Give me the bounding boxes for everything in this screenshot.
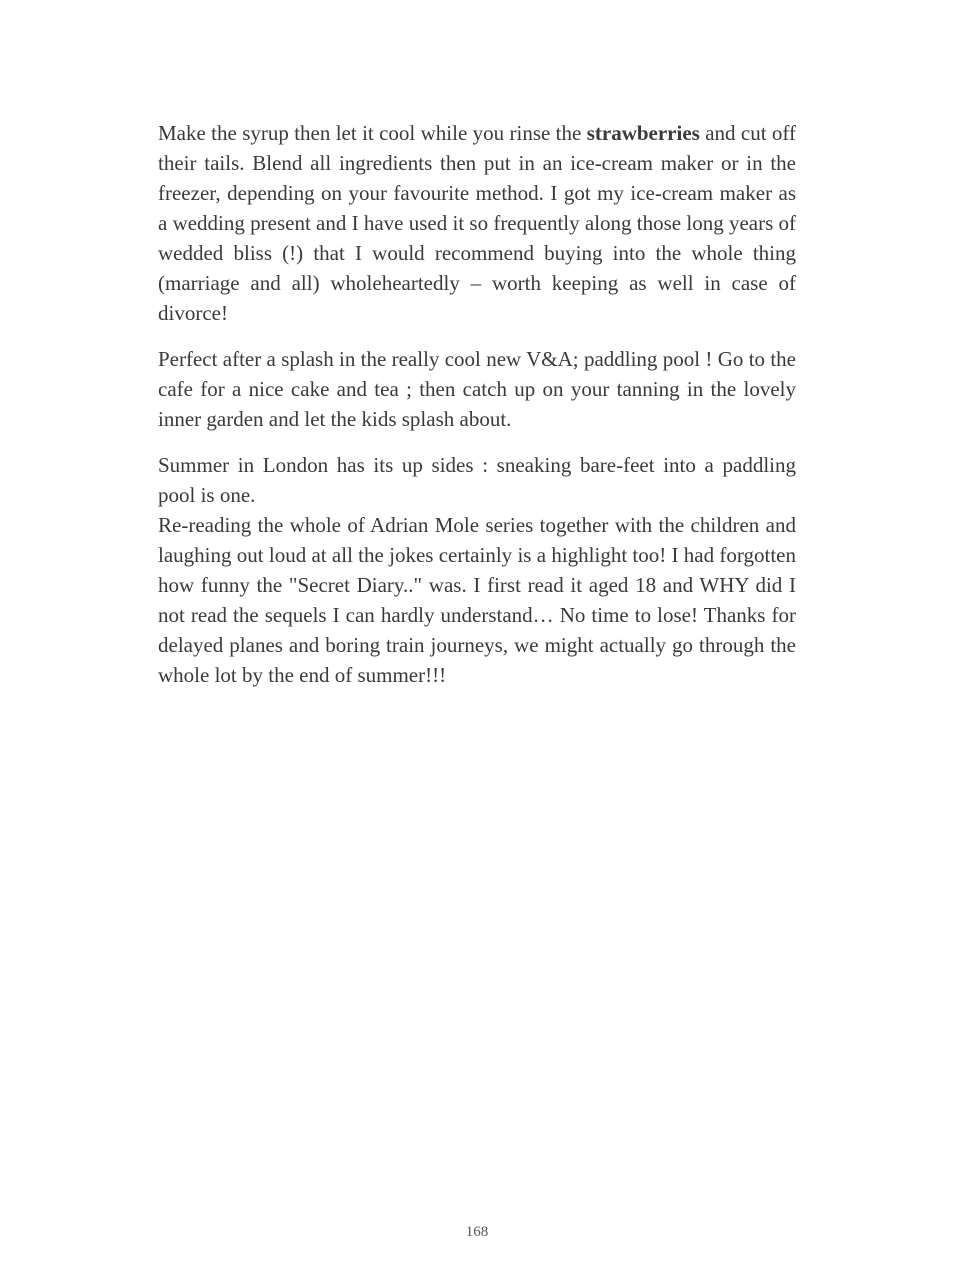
bold-word-strawberries: strawberries — [586, 121, 700, 145]
body-text — [158, 118, 796, 690]
paragraph-paddling-pool: Perfect after a splash in the really cool new V&A; paddling pool ! Go to the cafe for a nice cake and tea ; then catch up on your tanning in the lovely inner garden and let the kids splash about. — [158, 347, 796, 431]
paragraph-text-start: Make the syrup then let it cool while you rinse the — [158, 121, 587, 145]
paragraph-ice-cream-recipe — [158, 118, 796, 328]
paragraph-summer-in-london: Summer in London has its up sides : sneaking bare-feet into a paddling pool is one. — [158, 453, 796, 507]
paragraph-text-end: and cut off their tails. Blend all ingredients then put in an ice-cream maker or in the freezer, depending on your favourite method. I got my ice-cream maker as a wedding present and I have used it so frequently along those long years of wedded bliss (!) that I would recommend buying into the whole thing (marriage and all) wholeheartedly – worth keeping as well in case of divorce! — [158, 121, 796, 325]
page-number: 168 — [465, 1224, 489, 1240]
paragraph-adrian-mole: Re-reading the whole of Adrian Mole series together with the children and laughing out loud at all the jokes certainly is a highlight too! I had forgotten how funny the "Secret Diary.." was. I first read it aged 18 and WHY did I not read the sequels I can hardly understand… No time to lose! Thanks for delayed planes and boring train journeys, we might actually go through the whole lot by the end of summer!!! — [158, 513, 796, 687]
